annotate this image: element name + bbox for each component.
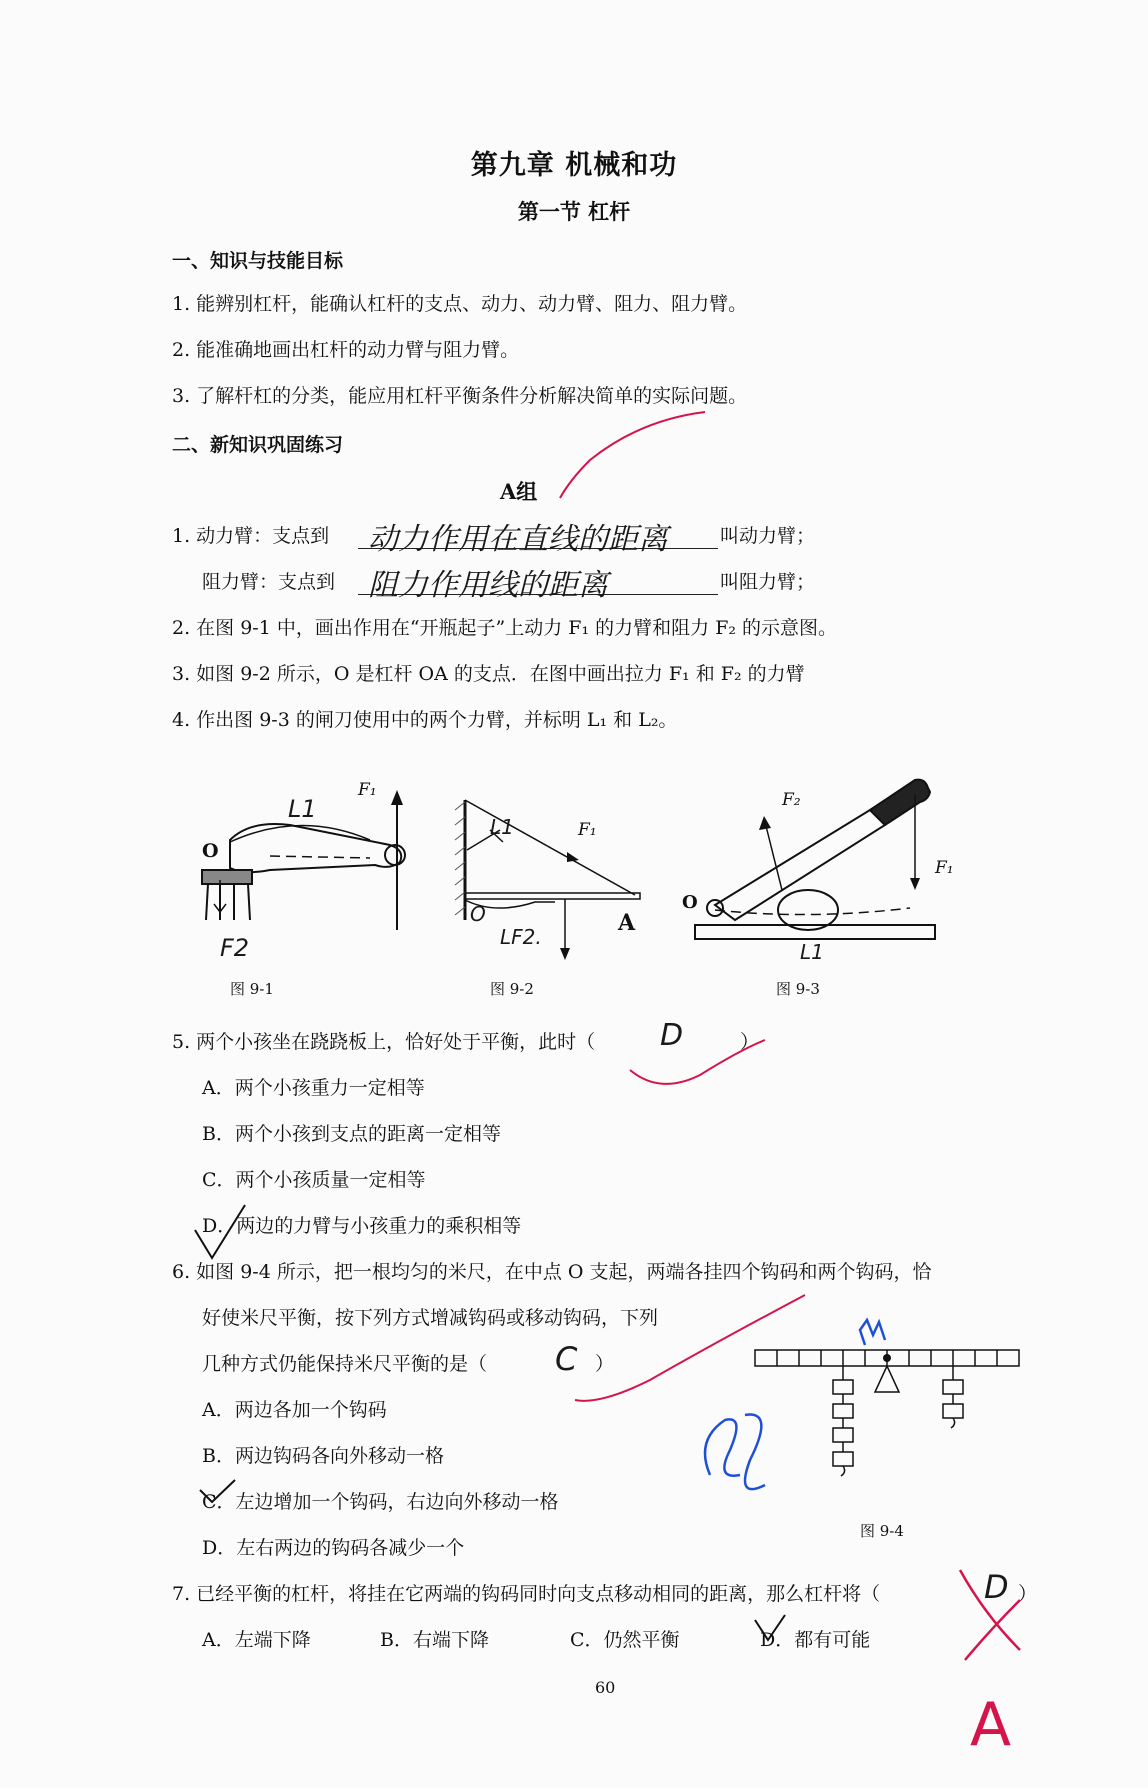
- q6-option-c: C．左边增加一个钩码，右边向外移动一格: [202, 1491, 559, 1513]
- fig1-label-F1: F₁: [358, 780, 377, 800]
- q6-option-b: B．两边钩码各向外移动一格: [202, 1445, 444, 1467]
- q7-option-c: C．仍然平衡: [570, 1629, 680, 1651]
- q2-text: 2. 在图 9-1 中，画出作用在“开瓶起子”上动力 F₁ 的力臂和阻力 F₂ 的示意图。: [172, 617, 838, 639]
- q1-line2-prefix: 阻力臂：支点到: [202, 571, 336, 593]
- q4-text: 4. 作出图 9-3 的闸刀使用中的两个力臂，并标明 L₁ 和 L₂。: [172, 709, 678, 731]
- q5-answer: D: [660, 1018, 684, 1053]
- q6-line3: 几种方式仍能保持米尺平衡的是（: [202, 1353, 488, 1375]
- fig3-caption: 图 9-3: [776, 980, 820, 998]
- q1-line1-prefix: 1. 动力臂：支点到: [172, 525, 330, 547]
- q3-text: 3. 如图 9-2 所示，O 是杠杆 OA 的支点．在图中画出拉力 F₁ 和 F₂ 的力臂: [172, 663, 805, 685]
- fig1-label-O: O: [202, 840, 219, 862]
- q7-option-d: D．都有可能: [760, 1629, 871, 1651]
- fig4-caption: 图 9-4: [860, 1522, 904, 1540]
- q5-option-b: B．两个小孩到支点的距离一定相等: [202, 1123, 501, 1145]
- q5-stem: 5. 两个小孩坐在跷跷板上，恰好处于平衡，此时（: [172, 1031, 596, 1053]
- q5-option-a: A．两个小孩重力一定相等: [202, 1077, 425, 1099]
- q6-option-d: D．左右两边的钩码各减少一个: [202, 1537, 465, 1559]
- objective-2: 2. 能准确地画出杠杆的动力臂与阻力臂。: [172, 339, 520, 361]
- q5-option-c: C．两个小孩质量一定相等: [202, 1169, 426, 1191]
- fig1-hand-F2: F2: [220, 934, 250, 962]
- objective-3: 3. 了解杆杠的分类，能应用杠杆平衡条件分析解决简单的实际问题。: [172, 385, 748, 407]
- q7-close: ）: [1018, 1583, 1038, 1605]
- q7-option-a: A．左端下降: [202, 1629, 311, 1651]
- q6-option-a: A．两边各加一个钩码: [202, 1399, 387, 1421]
- q5-close: ）: [740, 1031, 760, 1053]
- fig3-label-F1: F₁: [935, 858, 954, 878]
- group-label: A组: [500, 479, 538, 504]
- fig2-caption: 图 9-2: [490, 980, 534, 998]
- fig3-hand-L1: L1: [800, 940, 824, 964]
- fig2-label-F1: F₁: [578, 820, 597, 840]
- fig2-hand-O: O: [470, 902, 486, 926]
- page-number: 60: [595, 1678, 616, 1697]
- q5-option-d: D．两边的力臂与小孩重力的乘积相等: [202, 1215, 522, 1237]
- q1-line1-answer: 动力作用在直线的距离: [368, 522, 668, 557]
- q7-correction: A: [970, 1690, 1012, 1760]
- q6-answer: C: [555, 1340, 578, 1378]
- q1-line1-suffix: 叫动力臂；: [720, 525, 816, 547]
- q7-option-b: B．右端下降: [380, 1629, 489, 1651]
- q7-stem: 7. 已经平衡的杠杆，将挂在它两端的钩码同时向支点移动相同的距离，那么杠杆将（: [172, 1583, 881, 1605]
- q6-close: ）: [595, 1353, 615, 1375]
- fig2-label-A: A: [618, 910, 636, 936]
- part1-heading: 一、知识与技能目标: [172, 250, 344, 272]
- fig3-label-O: O: [682, 892, 698, 913]
- section-title: 第一节 杠杆: [517, 199, 631, 224]
- objective-1: 1. 能辨别杠杆，能确认杠杆的支点、动力、动力臂、阻力、阻力臂。: [172, 293, 748, 315]
- fig2-hand-LF2: LF2.: [500, 925, 542, 949]
- q1-line2-answer: 阻力作用线的距离: [368, 568, 608, 603]
- fig3-label-F2: F₂: [782, 790, 801, 810]
- chapter-title: 第九章 机械和功: [470, 150, 678, 181]
- part2-heading: 二、新知识巩固练习: [172, 434, 344, 456]
- q6-line1: 6. 如图 9-4 所示，把一根均匀的米尺，在中点 O 支起，两端各挂四个钩码和两个钩码，恰: [172, 1261, 932, 1283]
- fig1-caption: 图 9-1: [230, 980, 274, 998]
- q7-answer: D: [984, 1568, 1009, 1606]
- fig1-hand-L1: L1: [288, 795, 317, 823]
- q6-line2: 好使米尺平衡，按下列方式增减钩码或移动钩码，下列: [202, 1307, 659, 1329]
- q1-line2-suffix: 叫阻力臂；: [720, 571, 816, 593]
- fig2-hand-L1: L1: [490, 815, 514, 839]
